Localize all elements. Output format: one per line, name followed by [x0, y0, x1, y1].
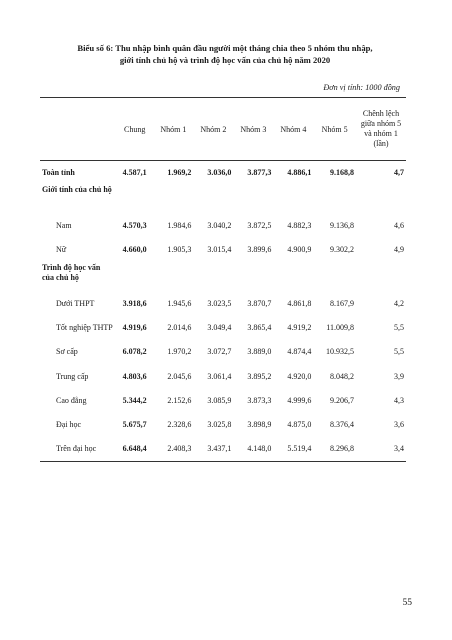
cell-group-1: 2.045,6: [167, 371, 192, 381]
cell-group-2: 3.437,1: [207, 444, 232, 454]
cell-difference: 5,5: [394, 323, 404, 333]
cell-group-1: 1.905,3: [167, 244, 192, 254]
cell-group-2: 3.085,9: [207, 395, 232, 405]
cell-chung: 4.803,6: [122, 371, 147, 381]
cell-group-5: 9.302,2: [330, 244, 354, 254]
education-section-row: [40, 261, 406, 291]
cell-group-3: 3.872,5: [247, 220, 272, 230]
title-line-2: giới tính chủ hộ và trình độ học vấn của chủ hộ năm 2020: [119, 55, 331, 65]
row-label: Nữ: [56, 244, 67, 254]
gender-section-row: [40, 183, 406, 213]
cell-group-3: 3.895,2: [247, 371, 272, 381]
cell-chung: 6.648,4: [122, 444, 147, 454]
cell-group-4: 4.861,8: [287, 298, 312, 308]
cell-group-3: 3.873,3: [247, 395, 272, 405]
cell-group-2: 3.023,5: [207, 298, 232, 308]
cell-group-3: 3.870,7: [247, 298, 272, 308]
row-label: Trên đại học: [56, 444, 97, 454]
cell-group-5: 8.167,9: [330, 298, 354, 308]
total-label: Toàn tỉnh: [42, 167, 75, 177]
income-table: [40, 97, 406, 462]
cell-group-3: 3.898,9: [247, 419, 272, 429]
total-group-2: 3.036,0: [207, 167, 232, 177]
cell-group-2: 3.049,4: [207, 323, 232, 333]
title-line-1: Biểu số 6: Thu nhập bình quân đầu người một tháng chia theo 5 nhóm thu nhập,: [77, 43, 373, 53]
header-row: [40, 98, 406, 161]
header-group-5: Nhóm 5: [321, 124, 348, 134]
cell-group-4: 4.920,0: [287, 371, 312, 381]
cell-group-1: 2.408,3: [167, 444, 192, 454]
header-label: [40, 98, 116, 161]
cell-difference: 3,9: [394, 371, 404, 381]
header-difference: Chênh lệch giữa nhóm 5 và nhóm 1 (lần): [360, 109, 402, 148]
cell-group-4: 4.919,2: [287, 323, 312, 333]
cell-group-3: 3.899,6: [247, 244, 272, 254]
cell-chung: 4.570,3: [122, 220, 147, 230]
cell-chung: 3.918,6: [122, 298, 147, 308]
table-row: [40, 291, 406, 315]
cell-difference: 4,6: [394, 220, 404, 230]
cell-group-2: 3.015,4: [207, 244, 232, 254]
cell-group-2: 3.040,2: [207, 220, 232, 230]
cell-group-1: 2.328,6: [167, 419, 192, 429]
cell-group-1: 1.945,6: [167, 298, 192, 308]
table-row: [40, 340, 406, 364]
cell-chung: 4.919,6: [122, 323, 147, 333]
total-group-5: 9.168,8: [330, 167, 354, 177]
row-label: Dưới THPT: [56, 298, 95, 308]
table-row: [40, 316, 406, 340]
header-group-4: Nhóm 4: [280, 124, 307, 134]
cell-group-5: 10.932,5: [326, 347, 354, 357]
cell-group-1: 1.984,6: [167, 220, 192, 230]
cell-chung: 5.344,2: [122, 395, 147, 405]
table-row: [40, 412, 406, 436]
cell-group-2: 3.061,4: [207, 371, 232, 381]
row-label: Đại học: [56, 419, 82, 429]
cell-group-3: 3.889,0: [247, 347, 272, 357]
cell-group-4: 4.882,3: [287, 220, 312, 230]
row-label: Cao đẳng: [56, 395, 87, 405]
total-group-4: 4.886,1: [287, 167, 312, 177]
cell-group-4: 4.999,6: [287, 395, 312, 405]
total-chung: 4.587,1: [122, 167, 147, 177]
cell-group-5: 8.296,8: [330, 444, 354, 454]
total-group-3: 3.877,3: [247, 167, 272, 177]
row-label: Tốt nghiệp THTP: [56, 323, 113, 333]
header-group-2: Nhóm 2: [200, 124, 227, 134]
table-row: [40, 437, 406, 462]
cell-group-3: 3.865,4: [247, 323, 272, 333]
table-row: [40, 237, 406, 261]
table-row: [40, 388, 406, 412]
table-row: [40, 364, 406, 388]
cell-difference: 3,6: [394, 419, 404, 429]
total-difference: 4,7: [394, 167, 404, 177]
cell-difference: 4,9: [394, 244, 404, 254]
cell-group-1: 2.152,6: [167, 395, 192, 405]
education-section-label: Trình độ học vấn của chủ hộ: [42, 263, 101, 283]
cell-chung: 4.660,0: [122, 244, 147, 254]
cell-group-2: 3.025,8: [207, 419, 232, 429]
table-title: [40, 42, 410, 66]
cell-group-3: 4.148,0: [247, 444, 272, 454]
gender-section-label: Giới tính của chủ hộ: [42, 185, 112, 194]
cell-difference: 4,3: [394, 395, 404, 405]
table-row: [40, 213, 406, 237]
total-row: [40, 161, 406, 184]
cell-group-5: 8.376,4: [330, 419, 354, 429]
row-label: Trung cấp: [56, 371, 89, 381]
header-group-1: Nhóm 1: [160, 124, 187, 134]
cell-group-5: 9.206,7: [330, 395, 354, 405]
cell-group-2: 3.072,7: [207, 347, 232, 357]
cell-difference: 3,4: [394, 444, 404, 454]
header-chung: Chung: [123, 124, 146, 134]
header-group-3: Nhóm 3: [240, 124, 267, 134]
table-body: [40, 161, 406, 462]
cell-group-1: 2.014,6: [167, 323, 192, 333]
cell-group-5: 11.009,8: [326, 323, 354, 333]
unit-note: Đơn vị tính: 1000 đồng: [323, 83, 400, 92]
cell-group-4: 4.900,9: [287, 244, 312, 254]
cell-chung: 5.675,7: [122, 419, 147, 429]
cell-group-5: 9.136,8: [330, 220, 354, 230]
row-label: Nam: [56, 220, 72, 230]
cell-group-4: 5.519,4: [287, 444, 312, 454]
page-number: 55: [402, 598, 412, 608]
cell-chung: 6.078,2: [122, 347, 147, 357]
cell-group-4: 4.875,0: [287, 419, 312, 429]
cell-difference: 4,2: [394, 298, 404, 308]
total-group-1: 1.969,2: [167, 167, 192, 177]
cell-group-5: 8.048,2: [330, 371, 354, 381]
cell-group-1: 1.970,2: [167, 347, 192, 357]
cell-difference: 5,5: [394, 347, 404, 357]
row-label: Sơ cấp: [56, 347, 78, 357]
cell-group-4: 4.874,4: [287, 347, 312, 357]
